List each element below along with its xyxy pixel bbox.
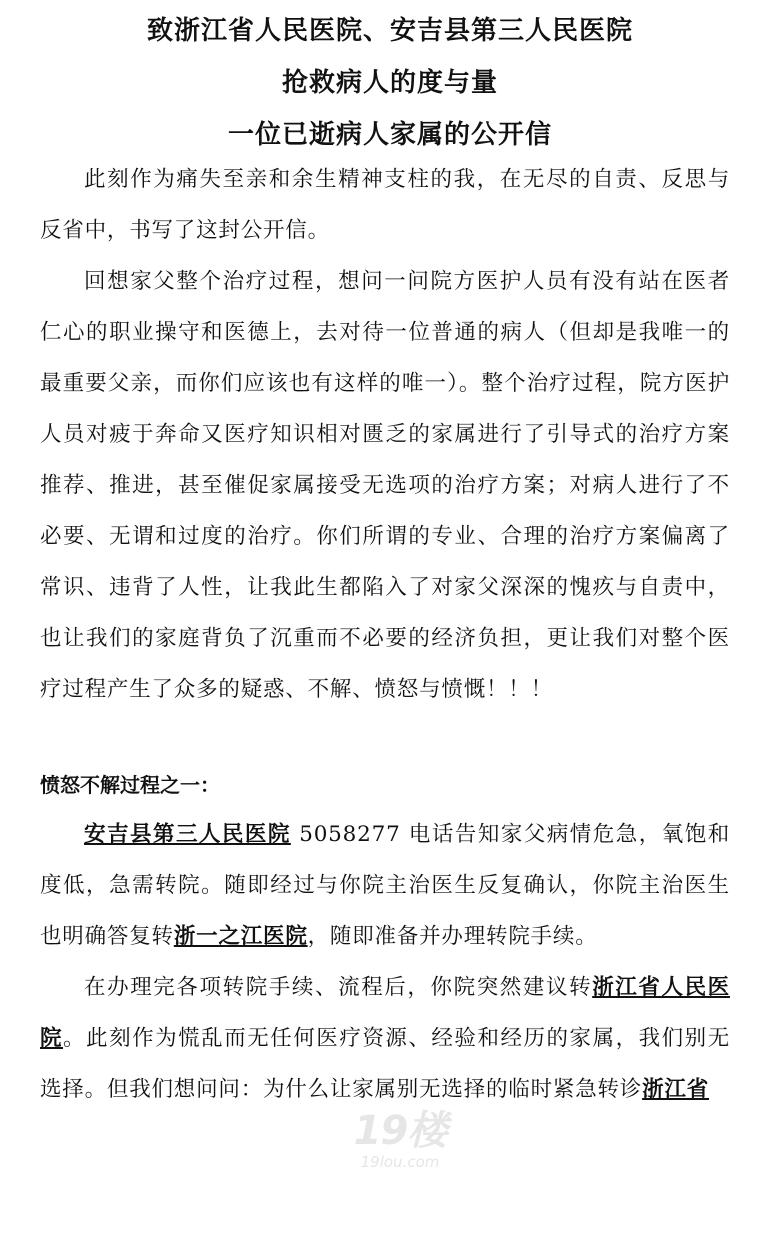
hospital-name-zheyi-zhijiang: 浙一之江医院 xyxy=(173,924,308,949)
watermark-main: 19楼 xyxy=(353,1108,447,1154)
paragraph-text: 5058277 电话告知家父病情危急，氧饱和度低，急需转院。随即经过与你院主治医生反复确认，你院主治医生也明确答复转 xyxy=(40,822,731,949)
letter-title-line-3: 一位已逝病人家属的公开信 xyxy=(227,120,552,150)
paragraph-text: ，随即准备并办理转院手续。 xyxy=(307,924,598,949)
hospital-name-zhejiang-provincial: 浙江省人民医院 xyxy=(40,975,730,1051)
letter-title-line-2: 抢救病人的度与量 xyxy=(281,68,498,98)
hospital-name-zhejiang-provincial-truncated: 浙江省 xyxy=(642,1077,710,1102)
paragraph-text: 。此刻作为慌乱而无任何医疗资源、经验和经历的家属，我们别无选择。但我们想问问：为什么让家属别无选择的临时紧急转诊 xyxy=(40,1026,730,1102)
paragraph-intro: 此刻作为痛失至亲和余生精神支柱的我，在无尽的自责、反思与反省中，书写了这封公开信。 xyxy=(40,167,730,243)
watermark-sub: 19lou.com xyxy=(360,1153,440,1171)
section-heading: 愤怒不解过程之一： xyxy=(40,773,220,797)
paragraph-treatment-review: 回想家父整个治疗过程，想问一问院方医护人员有没有站在医者仁心的职业操守和医德上，去对待一位普通的病人（但却是我唯一的最重要父亲，而你们应该也有这样的唯一）。整个治疗过程，院方医护人员对疲于奔命又医疗知识相对匮乏的家属进行了引导式的治疗方案推荐、推进，甚至催促家属接受无选项的治疗方案；对病人进行了不必要、无谓和过度的治疗。你们所谓的专业、合理的治疗方案偏离了常识、违背了人性，让我此生都陷入了对家父深深的愧疚与自责中，也让我们的家庭背负了沉重而不必要的经济负担，更让我们对整个医疗过程产生了众多的疑惑、不解、愤怒与愤慨！！！ xyxy=(40,269,730,702)
paragraph-transfer-notice xyxy=(40,809,730,962)
paragraph-transfer-change xyxy=(40,962,730,1115)
paragraph-text: 在办理完各项转院手续、流程后，你院突然建议转 xyxy=(84,975,593,1000)
watermark-logo xyxy=(330,1108,470,1170)
hospital-name-anji-third: 安吉县第三人民医院 xyxy=(84,822,291,847)
letter-title-line-1: 致浙江省人民医院、安吉县第三人民医院 xyxy=(146,16,633,46)
